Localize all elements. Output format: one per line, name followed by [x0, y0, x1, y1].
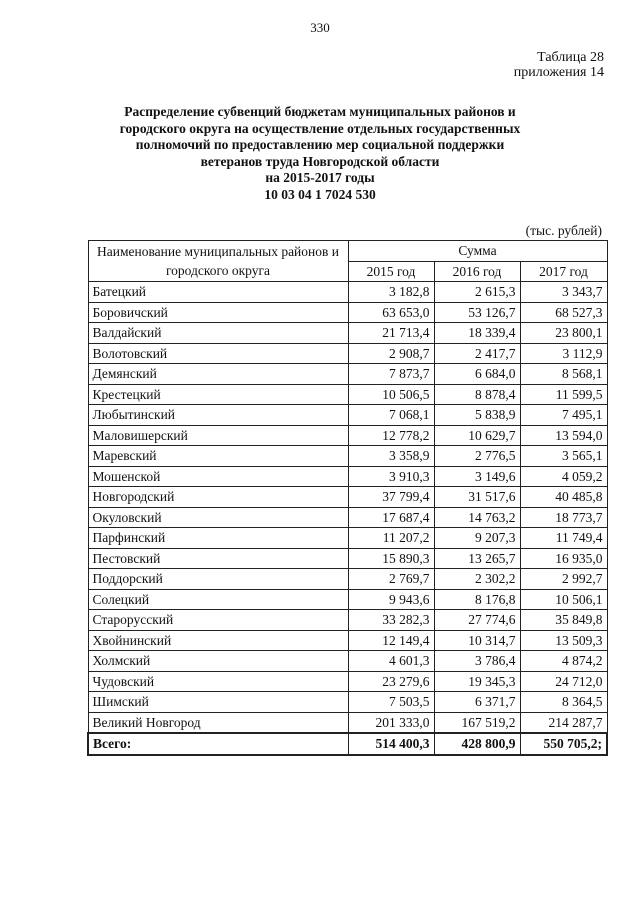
- district-name: Боровичский: [88, 302, 348, 323]
- amount-cell: 3 910,3: [348, 466, 434, 487]
- amount-cell: 18 339,4: [434, 323, 520, 344]
- document-title: [100, 104, 540, 203]
- column-header-name: Наименование муниципальных районов и городского округа: [88, 241, 348, 282]
- table-row: [88, 589, 607, 610]
- amount-cell: 31 517,6: [434, 487, 520, 508]
- column-header-2016: 2016 год: [434, 261, 520, 282]
- table-body: [88, 282, 607, 755]
- amount-cell: 12 149,4: [348, 630, 434, 651]
- table-row: [88, 282, 607, 303]
- amount-cell: 3 149,6: [434, 466, 520, 487]
- amount-cell: 2 769,7: [348, 569, 434, 590]
- page-number: 330: [310, 20, 330, 35]
- table-ref-line1: Таблица 28: [537, 50, 604, 65]
- table-row: [88, 712, 607, 733]
- amount-cell: 23 800,1: [520, 323, 607, 344]
- amount-cell: 7 503,5: [348, 692, 434, 713]
- total-amount: 514 400,3: [348, 733, 434, 755]
- amount-cell: 2 302,2: [434, 569, 520, 590]
- amount-cell: 4 601,3: [348, 651, 434, 672]
- amount-cell: 10 629,7: [434, 425, 520, 446]
- district-name: Старорусский: [88, 610, 348, 631]
- district-name: Солецкий: [88, 589, 348, 610]
- table-row: [88, 507, 607, 528]
- district-name: Поддорский: [88, 569, 348, 590]
- amount-cell: 8 176,8: [434, 589, 520, 610]
- amount-cell: 2 615,3: [434, 282, 520, 303]
- amount-cell: 7 068,1: [348, 405, 434, 426]
- amount-cell: 9 207,3: [434, 528, 520, 549]
- district-name: Окуловский: [88, 507, 348, 528]
- amount-cell: 6 371,7: [434, 692, 520, 713]
- total-amount: 550 705,2;: [520, 733, 607, 755]
- amount-cell: 8 568,1: [520, 364, 607, 385]
- amount-cell: 19 345,3: [434, 671, 520, 692]
- amount-cell: 13 265,7: [434, 548, 520, 569]
- total-label: Всего:: [88, 733, 348, 755]
- amount-cell: 10 506,5: [348, 384, 434, 405]
- table-row: [88, 405, 607, 426]
- table-row: [88, 671, 607, 692]
- table-row: [88, 692, 607, 713]
- amount-cell: 24 712,0: [520, 671, 607, 692]
- amount-cell: 18 773,7: [520, 507, 607, 528]
- total-amount: 428 800,9: [434, 733, 520, 755]
- table-row: [88, 323, 607, 344]
- amount-cell: 7 873,7: [348, 364, 434, 385]
- table-row: [88, 569, 607, 590]
- amount-cell: 8 364,5: [520, 692, 607, 713]
- table-row: [88, 466, 607, 487]
- title-line-5: на 2015-2017 годы: [265, 170, 375, 185]
- amount-cell: 15 890,3: [348, 548, 434, 569]
- column-header-sum: Сумма: [348, 241, 607, 262]
- amount-cell: 53 126,7: [434, 302, 520, 323]
- amount-cell: 21 713,4: [348, 323, 434, 344]
- district-name: Демянский: [88, 364, 348, 385]
- amount-cell: 10 314,7: [434, 630, 520, 651]
- amount-cell: 35 849,8: [520, 610, 607, 631]
- table-reference: [514, 50, 604, 80]
- amount-cell: 13 509,3: [520, 630, 607, 651]
- column-header-2015: 2015 год: [348, 261, 434, 282]
- table-row: [88, 425, 607, 446]
- amount-cell: 10 506,1: [520, 589, 607, 610]
- amount-cell: 214 287,7: [520, 712, 607, 733]
- amount-cell: 167 519,2: [434, 712, 520, 733]
- amount-cell: 23 279,6: [348, 671, 434, 692]
- amount-cell: 17 687,4: [348, 507, 434, 528]
- amount-cell: 37 799,4: [348, 487, 434, 508]
- amount-cell: 13 594,0: [520, 425, 607, 446]
- amount-cell: 2 417,7: [434, 343, 520, 364]
- table-row: [88, 446, 607, 467]
- amount-cell: 11 749,4: [520, 528, 607, 549]
- amount-cell: 33 282,3: [348, 610, 434, 631]
- amount-cell: 16 935,0: [520, 548, 607, 569]
- amount-cell: 3 565,1: [520, 446, 607, 467]
- total-row: [88, 733, 607, 755]
- district-name: Великий Новгород: [88, 712, 348, 733]
- budget-code: 10 03 04 1 7024 530: [264, 186, 376, 202]
- amount-cell: 4 874,2: [520, 651, 607, 672]
- amount-cell: 4 059,2: [520, 466, 607, 487]
- amount-cell: 3 343,7: [520, 282, 607, 303]
- units-label: (тыс. рублей): [525, 223, 602, 238]
- table-row: [88, 610, 607, 631]
- district-name: Волотовский: [88, 343, 348, 364]
- title-line-4: ветеранов труда Новгородской области: [200, 153, 440, 169]
- subvention-table: [87, 240, 608, 756]
- amount-cell: 5 838,9: [434, 405, 520, 426]
- district-name: Холмский: [88, 651, 348, 672]
- amount-cell: 40 485,8: [520, 487, 607, 508]
- table-ref-line2: приложения 14: [513, 65, 604, 80]
- amount-cell: 3 358,9: [348, 446, 434, 467]
- amount-cell: 2 776,5: [434, 446, 520, 467]
- amount-cell: 2 992,7: [520, 569, 607, 590]
- table-row: [88, 343, 607, 364]
- amount-cell: 7 495,1: [520, 405, 607, 426]
- district-name: Маловишерский: [88, 425, 348, 446]
- title-line-2: городского округа на осуществление отдельных государственных: [119, 120, 521, 136]
- amount-cell: 3 112,9: [520, 343, 607, 364]
- district-name: Любытинский: [88, 405, 348, 426]
- amount-cell: 2 908,7: [348, 343, 434, 364]
- district-name: Маревский: [88, 446, 348, 467]
- district-name: Хвойнинский: [88, 630, 348, 651]
- amount-cell: 27 774,6: [434, 610, 520, 631]
- district-name: Новгородский: [88, 487, 348, 508]
- district-name: Мошенской: [88, 466, 348, 487]
- amount-cell: 3 182,8: [348, 282, 434, 303]
- table-row: [88, 364, 607, 385]
- table-row: [88, 487, 607, 508]
- amount-cell: 63 653,0: [348, 302, 434, 323]
- column-header-2017: 2017 год: [520, 261, 607, 282]
- amount-cell: 14 763,2: [434, 507, 520, 528]
- district-name: Валдайский: [88, 323, 348, 344]
- table-row: [88, 630, 607, 651]
- table-row: [88, 651, 607, 672]
- district-name: Парфинский: [88, 528, 348, 549]
- amount-cell: 6 684,0: [434, 364, 520, 385]
- district-name: Шимский: [88, 692, 348, 713]
- amount-cell: 3 786,4: [434, 651, 520, 672]
- title-line-1: Распределение субвенций бюджетам муниципальных районов и: [124, 104, 516, 119]
- district-name: Батецкий: [88, 282, 348, 303]
- title-line-3: полномочий по предоставлению мер социальной поддержки: [135, 137, 505, 152]
- table-row: [88, 302, 607, 323]
- amount-cell: 201 333,0: [348, 712, 434, 733]
- table-row: [88, 384, 607, 405]
- amount-cell: 12 778,2: [348, 425, 434, 446]
- amount-cell: 8 878,4: [434, 384, 520, 405]
- district-name: Крестецкий: [88, 384, 348, 405]
- amount-cell: 9 943,6: [348, 589, 434, 610]
- amount-cell: 11 599,5: [520, 384, 607, 405]
- amount-cell: 11 207,2: [348, 528, 434, 549]
- district-name: Чудовский: [88, 671, 348, 692]
- amount-cell: 68 527,3: [520, 302, 607, 323]
- table-row: [88, 528, 607, 549]
- district-name: Пестовский: [88, 548, 348, 569]
- table-row: [88, 548, 607, 569]
